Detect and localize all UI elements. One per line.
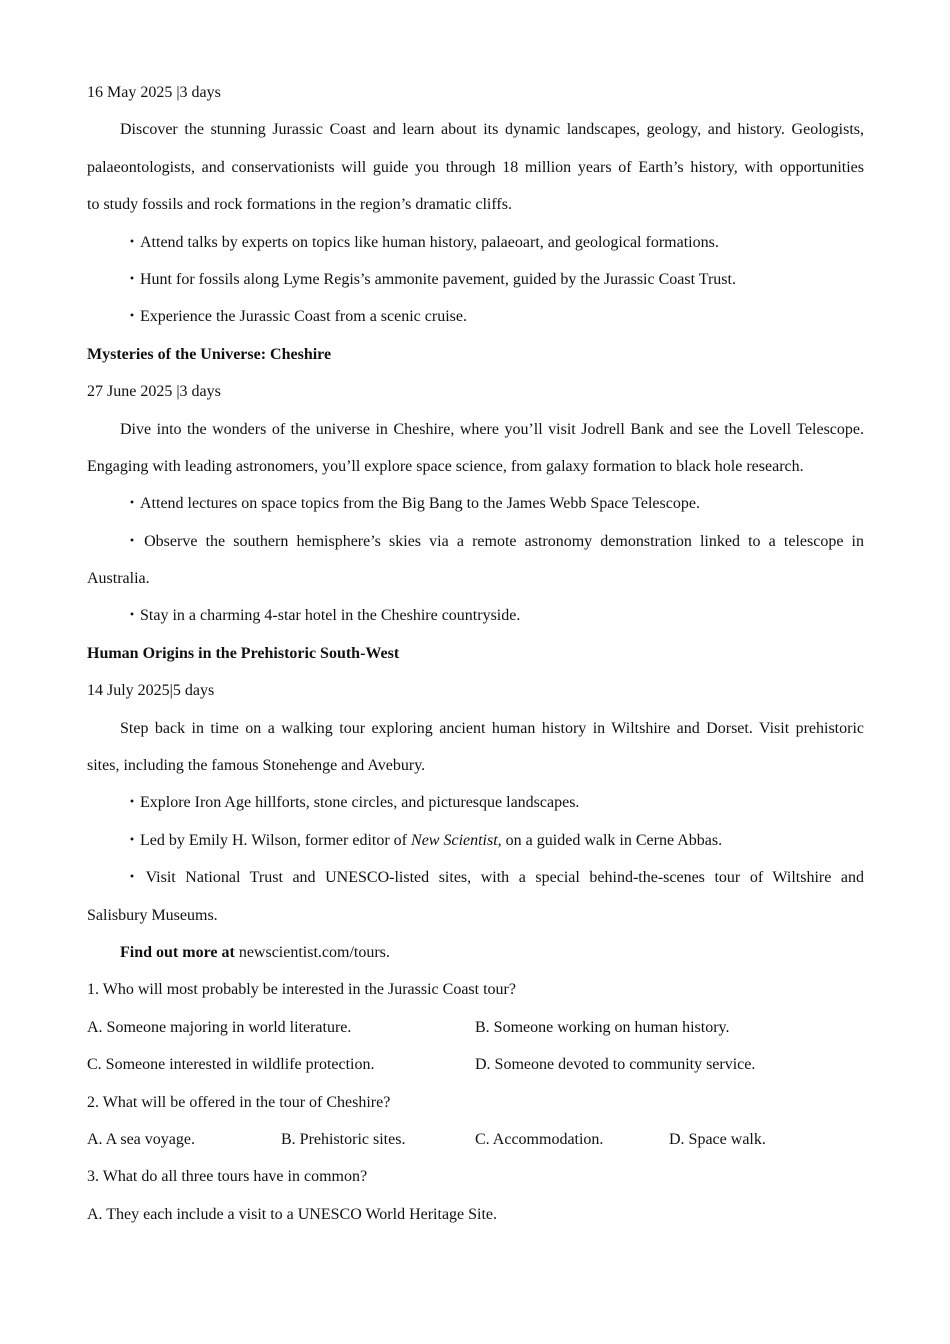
tour-bullet-text: ・Led by Emily H. Wilson, former editor of xyxy=(124,831,412,849)
tour-date: 27 June 2025 |3 days xyxy=(87,383,221,401)
answer-option[interactable]: D. Space walk. xyxy=(669,1130,766,1148)
tour-bullet: ・Hunt for fossils along Lyme Regis’s ammonite pavement, guided by the Jurassic Coast Trust. xyxy=(124,270,736,288)
answer-option[interactable]: D. Someone devoted to community service. xyxy=(475,1056,756,1074)
answer-option[interactable]: B. Someone working on human history. xyxy=(475,1018,730,1036)
question-stem: 2. What will be offered in the tour of Cheshire? xyxy=(87,1093,391,1111)
tour-bullet: ・Experience the Jurassic Coast from a scenic cruise. xyxy=(124,308,467,326)
tour-description-line: Dive into the wonders of the universe in Cheshire, where you’ll visit Jodrell Bank and see the Lovell Telescope. xyxy=(120,420,864,438)
publication-name: New Scientist xyxy=(411,831,498,849)
tour-date: 16 May 2025 |3 days xyxy=(87,84,221,101)
find-out-more-label: Find out more at xyxy=(120,943,235,961)
answer-option[interactable]: A. They each include a visit to a UNESCO World Heritage Site. xyxy=(87,1205,498,1223)
answer-option[interactable]: A. Someone majoring in world literature. xyxy=(87,1018,352,1036)
document-page xyxy=(87,74,864,1233)
answer-option[interactable]: A. A sea voyage. xyxy=(87,1130,195,1148)
options-row xyxy=(87,1046,864,1083)
tour-title: Human Origins in the Prehistoric South-West xyxy=(87,644,400,662)
tour-description-line: to study fossils and rock formations in the region’s dramatic cliffs. xyxy=(87,196,512,214)
find-out-more xyxy=(87,934,864,971)
tour-bullet: ・Attend lectures on space topics from the Big Bang to the James Webb Space Telescope. xyxy=(124,495,700,513)
tour-bullet: ・Visit National Trust and UNESCO-listed sites, with a special behind-the-scenes tour of Wiltshire and xyxy=(124,869,864,887)
tour-bullet-text: , on a guided walk in Cerne Abbas. xyxy=(497,831,723,849)
tour-description-line: palaeontologists, and conservationists will guide you through 18 million years of Earth’s history, with opportunities xyxy=(87,158,864,176)
options-row xyxy=(87,1009,864,1046)
question-stem: 3. What do all three tours have in common? xyxy=(87,1168,368,1186)
answer-option[interactable]: B. Prehistoric sites. xyxy=(281,1130,406,1148)
answer-option[interactable]: C. Accommodation. xyxy=(475,1130,604,1148)
tour-bullet-continuation: Salisbury Museums. xyxy=(87,906,218,924)
tour-description-line: Engaging with leading astronomers, you’ll explore space science, from galaxy formation to black hole research. xyxy=(87,457,804,475)
options-row xyxy=(87,1121,864,1158)
tour-bullet-continuation: Australia. xyxy=(87,570,150,588)
answer-option[interactable]: C. Someone interested in wildlife protection. xyxy=(87,1056,375,1074)
tour-bullet: ・Observe the southern hemisphere’s skies via a remote astronomy demonstration linked to a telescope in xyxy=(124,532,864,550)
tour-bullet: ・Attend talks by experts on topics like human history, palaeoart, and geological formations. xyxy=(124,233,719,251)
tour-description-line: Discover the stunning Jurassic Coast and learn about its dynamic landscapes, geology, and history. Geologists, xyxy=(120,121,864,139)
tour-bullet: ・Stay in a charming 4-star hotel in the Cheshire countryside. xyxy=(124,607,521,625)
question-stem: 1. Who will most probably be interested in the Jurassic Coast tour? xyxy=(87,981,516,999)
tour-date: 14 July 2025|5 days xyxy=(87,682,215,700)
tours-link[interactable]: newscientist.com/tours. xyxy=(234,943,390,961)
tour-description-line: sites, including the famous Stonehenge and Avebury. xyxy=(87,757,426,775)
tour-bullet: ・Explore Iron Age hillforts, stone circles, and picturesque landscapes. xyxy=(124,794,580,812)
tour-description-line: Step back in time on a walking tour exploring ancient human history in Wiltshire and Dorset. Visit prehistoric xyxy=(120,719,864,737)
tour-bullet xyxy=(87,822,864,859)
tour-title: Mysteries of the Universe: Cheshire xyxy=(87,345,332,363)
